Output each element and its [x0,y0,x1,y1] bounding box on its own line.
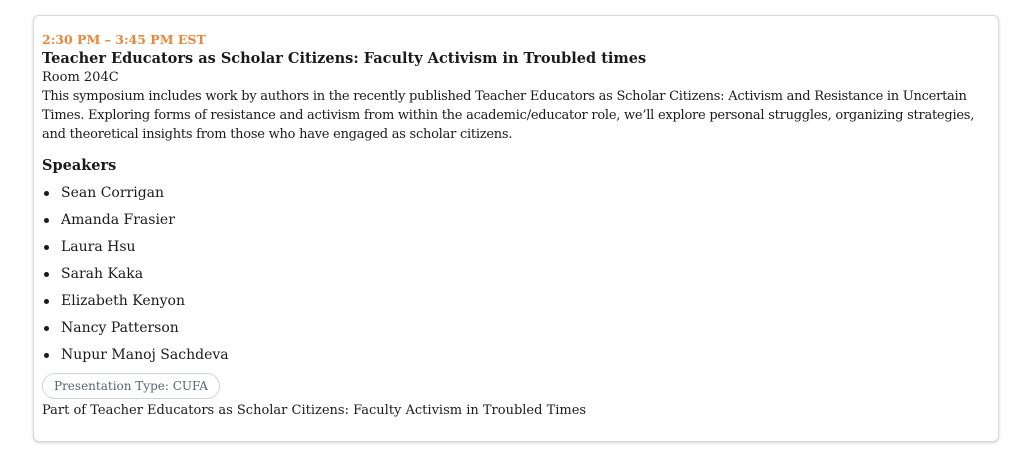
speaker-item [42,288,990,315]
bullet-icon [44,245,49,250]
bullet-icon [44,299,49,304]
speaker-name: Elizabeth Kenyon [61,293,185,309]
speaker-item [42,180,990,207]
speaker-name: Sean Corrigan [61,185,165,201]
bullet-icon [44,353,49,358]
session-description: This symposium includes work by authors in the recently published Teacher Educators as Scholar Citizens: Activism and Resistance in Uncertain Times. Exploring forms of resistance and activism from within the academic/educator role, we’ll explore personal struggles, organizing strategies, and theoretical insights from those who have engaged as scholar citizens. [42,89,975,142]
bullet-icon [44,272,49,277]
speaker-item [42,261,990,288]
session-title: Teacher Educators as Scholar Citizens: Faculty Activism in Troubled times [42,50,647,67]
session-room: Room 204C [42,70,119,85]
presentation-type-badge[interactable]: Presentation Type: CUFA [42,373,220,399]
part-of-text: Part of Teacher Educators as Scholar Citizens: Faculty Activism in Troubled Times [42,403,587,418]
speaker-item [42,207,990,234]
bullet-icon [44,218,49,223]
session-time: 2:30 PM – 3:45 PM EST [42,32,206,47]
speaker-name: Nupur Manoj Sachdeva [61,347,229,363]
bullet-icon [44,326,49,331]
speakers-heading: Speakers [42,157,117,174]
speaker-list [42,180,990,369]
speaker-item [42,342,990,369]
speaker-name: Nancy Patterson [61,320,179,336]
speaker-name: Laura Hsu [61,239,136,255]
bullet-icon [44,191,49,196]
speaker-name: Sarah Kaka [61,266,144,282]
speaker-item [42,234,990,261]
speaker-name: Amanda Frasier [61,212,175,228]
speaker-item [42,315,990,342]
session-card [33,15,999,442]
